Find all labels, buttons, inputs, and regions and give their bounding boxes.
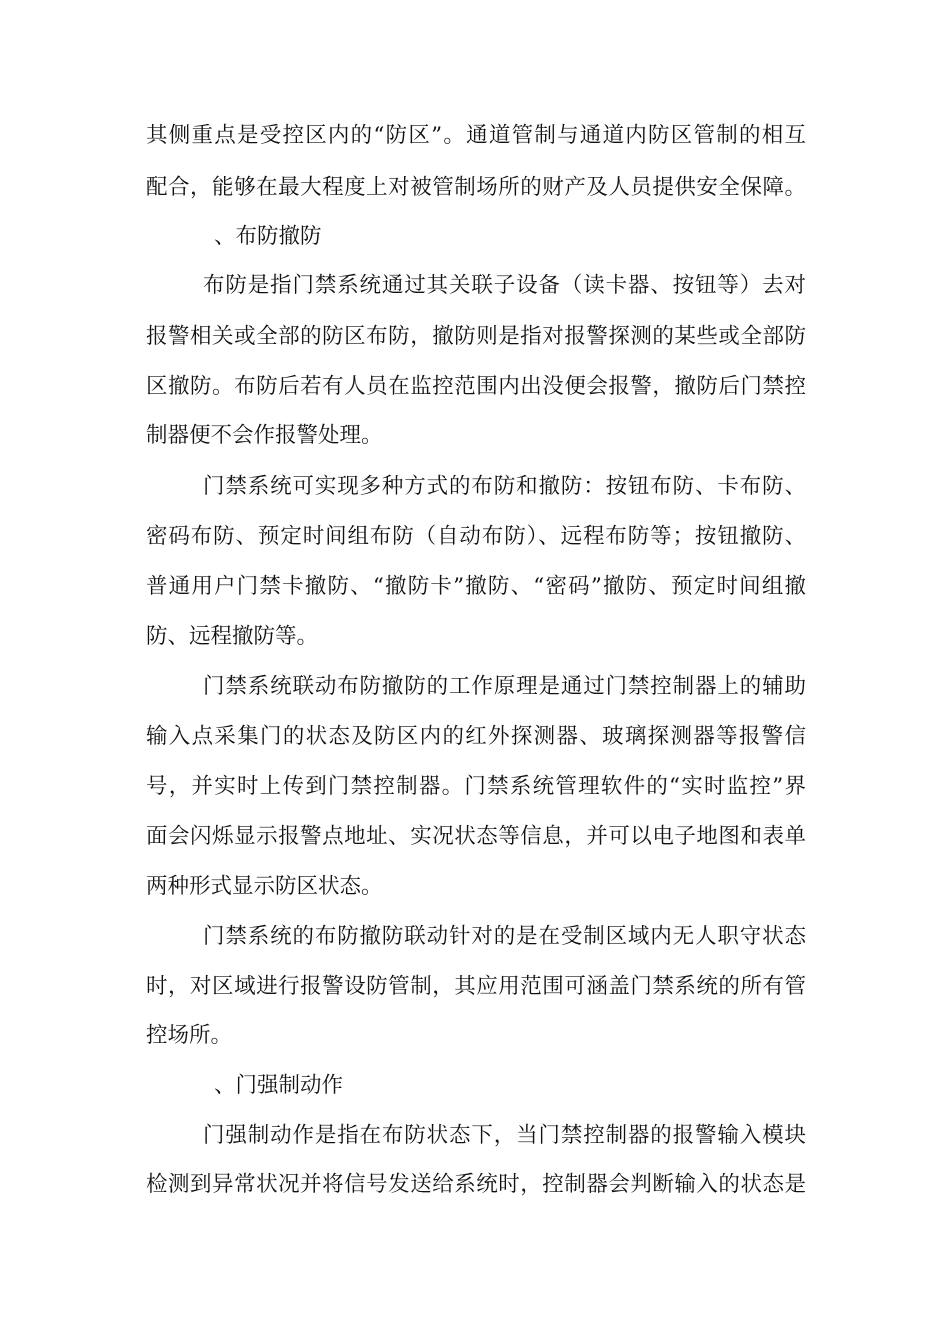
paragraph-line: 门强制动作是指在布防状态下，当门禁控制器的报警输入模块 — [203, 1123, 806, 1148]
paragraph-line: 面会闪烁显示报警点地址、实况状态等信息，并可以电子地图和表单 — [146, 824, 806, 849]
paragraph-line: 防、远程撤防等。 — [146, 624, 319, 649]
paragraph-line: 输入点采集门的状态及防区内的红外探测器、玻璃探测器等报警信 — [146, 724, 806, 749]
paragraph-line: 其侧重点是受控区内的“防区”。通道管制与通道内防区管制的相互 — [146, 123, 806, 148]
paragraph-line: 制器便不会作报警处理。 — [146, 423, 383, 448]
paragraph-line: 时，对区域进行报警设防管制，其应用范围可涵盖门禁系统的所有管 — [146, 974, 806, 999]
paragraph-line: 两种形式显示防区状态。 — [146, 874, 383, 899]
section-heading-arming: 、布防撤防 — [214, 224, 322, 249]
paragraph-line: 检测到异常状况并将信号发送给系统时，控制器会判断输入的状态是 — [146, 1172, 806, 1197]
paragraph-line: 控场所。 — [146, 1023, 233, 1048]
paragraph-line: 普通用户门禁卡撤防、“撤防卡”撤防、“密码”撤防、预定时间组撤 — [146, 574, 806, 599]
paragraph-line: 门禁系统可实现多种方式的布防和撤防：按钮布防、卡布防、 — [203, 474, 806, 499]
paragraph-line: 区撤防。布防后若有人员在监控范围内出没便会报警，撤防后门禁控 — [146, 374, 806, 399]
paragraph-line: 门禁系统联动布防撤防的工作原理是通过门禁控制器上的辅助 — [203, 674, 806, 699]
paragraph-line: 门禁系统的布防撤防联动针对的是在受制区域内无人职守状态 — [203, 924, 806, 949]
paragraph-line: 报警相关或全部的防区布防，撤防则是指对报警探测的某些或全部防 — [146, 324, 806, 349]
paragraph-line: 密码布防、预定时间组布防（自动布防）、远程布防等；按钮撤防、 — [146, 524, 806, 549]
paragraph-line: 号，并实时上传到门禁控制器。门禁系统管理软件的“实时监控”界 — [146, 774, 806, 799]
paragraph-line: 布防是指门禁系统通过其关联子设备（读卡器、按钮等）去对 — [203, 273, 806, 298]
section-heading-door-force: 、门强制动作 — [214, 1073, 344, 1098]
paragraph-line: 配合，能够在最大程度上对被管制场所的财产及人员提供安全保障。 — [146, 175, 806, 200]
